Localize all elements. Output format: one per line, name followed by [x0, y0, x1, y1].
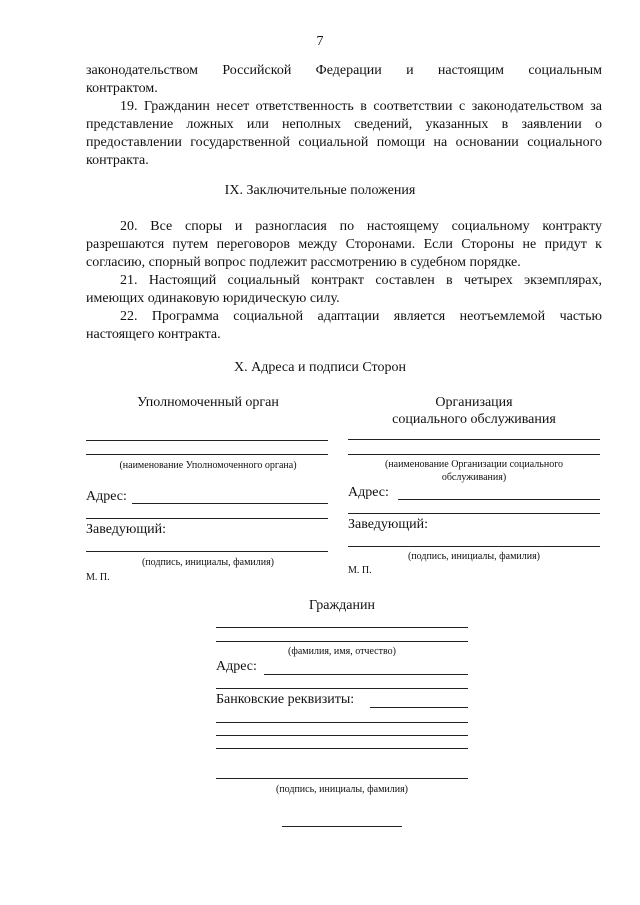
citizen-bank-line-3	[216, 735, 468, 736]
right-address-line	[398, 499, 600, 500]
right-party-title-line2: социального обслуживания	[392, 412, 556, 427]
clause-18-tail-line1	[86, 62, 602, 80]
citizen-sign-line	[216, 778, 468, 779]
right-sign-caption: (подпись, инициалы, фамилия)	[407, 551, 541, 562]
word: Федерации	[315, 63, 382, 78]
citizen-bank-line-4	[216, 748, 468, 749]
citizen-name-line-2	[216, 641, 468, 642]
clause-20: 20. Все споры и разногласия по настоящему социальному контракту разрешаются путем переговоров между Сторонами. Если Стороны не придут к согласию, спорный вопрос подлежит рассмотрению в судебном порядке.	[86, 219, 602, 270]
word: настоящим	[437, 63, 505, 78]
left-address-line-2	[86, 518, 328, 519]
clause-19: 19. Гражданин несет ответственность в соответствии с законодательством за представление ложных или неполных сведений, указанных в заявлении о предоставлении государственной социальной помощи на основании социального контракта.	[86, 99, 602, 168]
left-sign-caption: (подпись, инициалы, фамилия)	[141, 557, 275, 568]
right-name-line-2	[348, 454, 600, 455]
left-address-line	[132, 503, 328, 504]
page-number: 7	[316, 34, 324, 49]
citizen-address-line	[264, 674, 468, 675]
right-sign-line	[348, 546, 600, 547]
right-address-line-2	[348, 513, 600, 514]
left-address-label: Адрес:	[86, 489, 127, 504]
word: социальным	[528, 63, 602, 78]
citizen-title: Гражданин	[309, 598, 375, 613]
citizen-name-caption: (фамилия, имя, отчество)	[288, 646, 396, 657]
right-name-caption-line2: обслуживания)	[441, 472, 507, 483]
citizen-sign-caption: (подпись, инициалы, фамилия)	[275, 784, 409, 795]
left-name-caption: (наименование Уполномоченного органа)	[119, 460, 297, 471]
citizen-name-line-1	[216, 627, 468, 628]
citizen-bank-label: Банковские реквизиты:	[216, 692, 355, 707]
left-name-line-1	[86, 440, 328, 441]
clause-21: 21. Настоящий социальный контракт составлен в четырех экземплярах, имеющих одинаковую юридическую силу.	[86, 273, 602, 306]
right-name-caption-line1: (наименование Организации социального	[384, 459, 564, 470]
right-name-line-1	[348, 439, 600, 440]
word: законодательством	[86, 63, 199, 78]
word: Российской	[222, 63, 292, 78]
right-party-title-line1: Организация	[435, 395, 513, 410]
citizen-bank-line-1	[370, 707, 468, 708]
word: и	[406, 63, 414, 78]
section-10-title: X. Адреса и подписи Сторон	[234, 360, 406, 375]
citizen-address-line-2	[216, 688, 468, 689]
left-party-title: Уполномоченный орган	[137, 395, 279, 410]
citizen-bank-line-2	[216, 722, 468, 723]
end-rule	[282, 826, 402, 827]
right-address-label: Адрес:	[348, 485, 389, 500]
left-head-label: Заведующий:	[86, 522, 167, 537]
left-seal-mark: М. П.	[86, 572, 110, 583]
left-sign-line	[86, 551, 328, 552]
clause-18-tail-line2: контрактом.	[86, 81, 158, 96]
citizen-address-label: Адрес:	[216, 659, 257, 674]
section-9-title: IX. Заключительные положения	[224, 183, 416, 198]
right-seal-mark: М. П.	[348, 565, 372, 576]
left-name-line-2	[86, 454, 328, 455]
clause-22: 22. Программа социальной адаптации является неотъемлемой частью настоящего контракта.	[86, 309, 602, 342]
right-head-label: Заведующий:	[348, 517, 429, 532]
